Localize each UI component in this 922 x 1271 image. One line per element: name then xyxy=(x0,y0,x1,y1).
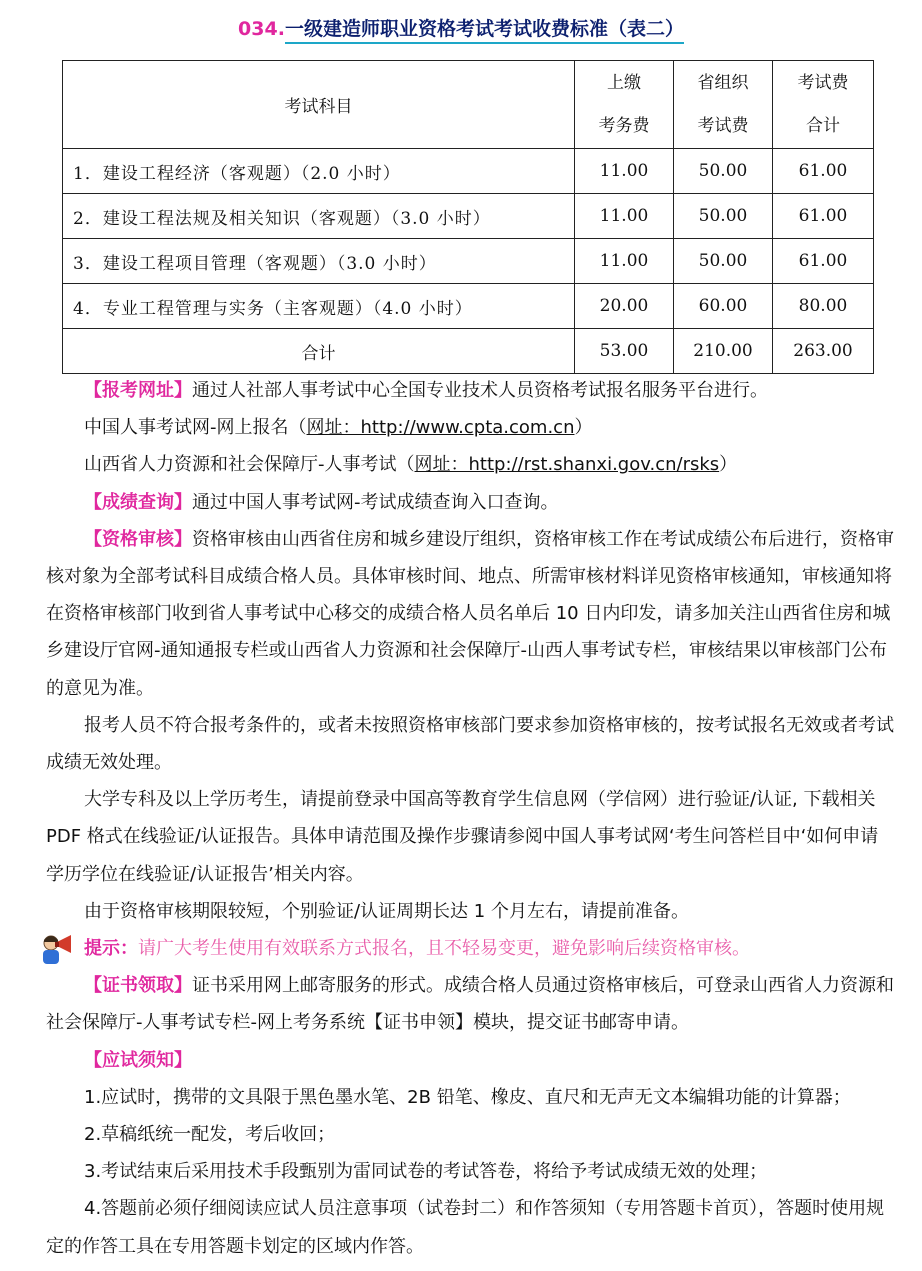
site1-url-link[interactable]: http://www.cpta.com.cn xyxy=(360,417,575,439)
notice-item: 3.考试结束后采用技术手段甄别为雷同试卷的考试答卷，将给予考试成绩无效的处理； xyxy=(84,1161,768,1183)
row-fee-c: 61.00 xyxy=(773,239,874,284)
row-subject: 3．建设工程项目管理（客观题）（3.0 小时） xyxy=(63,239,575,284)
header-col1-line1: 上缴 xyxy=(607,72,641,93)
register-label: 【报考网址】 xyxy=(84,380,192,401)
tip-text: 请广大考生使用有效联系方式报名，且不轻易变更，避免影响后续资格审核。 xyxy=(138,938,750,960)
content-body xyxy=(46,372,896,1265)
register-text: 通过人社部人事考试中心全国专业技术人员资格考试报名服务平台进行。 xyxy=(192,380,768,401)
total-fee-c: 263.00 xyxy=(773,329,874,374)
tip-label: 提示： xyxy=(84,938,138,960)
row-fee-a: 11.00 xyxy=(575,149,674,194)
row-fee-c: 61.00 xyxy=(773,149,874,194)
page-title xyxy=(0,14,922,41)
site2-suffix: ） xyxy=(719,454,738,476)
title-number: 034. xyxy=(238,18,285,40)
notice-label: 【应试须知】 xyxy=(84,1049,192,1071)
review-label: 【资格审核】 xyxy=(84,528,192,550)
header-col1-line2: 考务费 xyxy=(598,115,650,136)
row-fee-b: 60.00 xyxy=(674,284,773,329)
header-col3-line1: 考试费 xyxy=(797,72,849,93)
total-fee-a: 53.00 xyxy=(575,329,674,374)
header-col3 xyxy=(773,61,874,149)
score-label: 【成绩查询】 xyxy=(84,491,192,513)
header-col2-line1: 省组织 xyxy=(697,72,749,93)
table-row xyxy=(63,194,874,239)
header-col2-line2: 考试费 xyxy=(697,115,749,136)
cert-paragraph xyxy=(46,967,896,1041)
score-text: 通过中国人事考试网-考试成绩查询入口查询。 xyxy=(192,491,559,513)
review-paragraph xyxy=(46,521,896,707)
row-fee-a: 20.00 xyxy=(575,284,674,329)
row-subject: 4．专业工程管理与实务（主客观题）（4.0 小时） xyxy=(63,284,575,329)
cert-label: 【证书领取】 xyxy=(84,975,192,997)
cert-text: 证书采用网上邮寄服务的形式。成绩合格人员通过资格审核后，可登录山西省人力资源和社会保障厅-人事考试专栏-网上考务系统【证书申领】模块，提交证书邮寄申请。 xyxy=(46,975,894,1034)
register-site2 xyxy=(46,446,896,483)
site2-url-link[interactable]: http://rst.shanxi.gov.cn/rsks xyxy=(468,454,720,476)
site1-suffix: ） xyxy=(574,417,593,439)
table-header-row xyxy=(63,61,874,149)
table-total-row xyxy=(63,329,874,374)
title-text: 一级建造师职业资格考试考试收费标准（表二） xyxy=(285,18,684,44)
row-fee-a: 11.00 xyxy=(575,194,674,239)
table-row xyxy=(63,284,874,329)
header-subject: 考试科目 xyxy=(63,61,575,149)
register-paragraph xyxy=(46,372,896,409)
site1-url-label: 网址： xyxy=(306,417,361,439)
site1-prefix: 中国人事考试网-网上报名（ xyxy=(84,417,307,439)
site2-url-label: 网址： xyxy=(414,454,469,476)
notice-item: 4.答题前必须仔细阅读应试人员注意事项（试卷封二）和作答须知（专用答题卡首页），答题时使用规定的作答工具在专用答题卡划定的区域内作答。 xyxy=(46,1198,885,1257)
row-fee-b: 50.00 xyxy=(674,149,773,194)
table-row xyxy=(63,239,874,284)
table-row xyxy=(63,149,874,194)
total-label: 合计 xyxy=(63,329,575,374)
row-fee-b: 50.00 xyxy=(674,194,773,239)
notice-heading xyxy=(46,1042,896,1079)
row-fee-b: 50.00 xyxy=(674,239,773,284)
megaphone-person-icon xyxy=(38,932,76,968)
header-col3-line2: 合计 xyxy=(806,115,840,136)
review-paragraph-3: 大学专科及以上学历考生，请提前登录中国高等教育学生信息网（学信网）进行验证/认证, 下载相关 PDF 格式在线验证/认证报告。具体申请范围及操作步骤请参阅中国人事考试网‘考生问答栏目中‘如何申请学历学位在线验证/认证报告’相关内容。 xyxy=(46,789,879,885)
row-subject: 1．建设工程经济（客观题）（2.0 小时） xyxy=(63,149,575,194)
header-col1 xyxy=(575,61,674,149)
review-paragraph-2: 报考人员不符合报考条件的，或者未按照资格审核部门要求参加资格审核的，按考试报名无效或者考试成绩无效处理。 xyxy=(46,714,894,774)
site2-prefix: 山西省人力资源和社会保障厅-人事考试（ xyxy=(84,454,415,476)
row-fee-c: 80.00 xyxy=(773,284,874,329)
score-paragraph xyxy=(46,484,896,521)
header-col2 xyxy=(674,61,773,149)
row-fee-a: 11.00 xyxy=(575,239,674,284)
notice-item: 1.应试时，携带的文具限于黑色墨水笔、2B 铅笔、橡皮、直尺和无声无文本编辑功能的计算器； xyxy=(84,1086,851,1108)
review-text: 资格审核由山西省住房和城乡建设厅组织，资格审核工作在考试成绩公布后进行，资格审核对象为全部考试科目成绩合格人员。具体审核时间、地点、所需审核材料详见资格审核通知，审核通知将在资格审核部门收到省人事考试中心移交的成绩合格人员名单后 10 日内印发，请多加关注山西省住房和城乡建设厅官网-通知通报专栏或山西省人力资源和社会保障厅-山西人事考试专栏，审核结果以审核部门公布的意见为准。 xyxy=(46,528,894,699)
register-site1 xyxy=(46,409,896,446)
total-fee-b: 210.00 xyxy=(674,329,773,374)
row-fee-c: 61.00 xyxy=(773,194,874,239)
tip-paragraph xyxy=(46,930,896,967)
row-subject: 2．建设工程法规及相关知识（客观题）（3.0 小时） xyxy=(63,194,575,239)
review-paragraph-4: 由于资格审核期限较短，个别验证/认证周期长达 1 个月左右，请提前准备。 xyxy=(84,900,689,922)
notice-item: 2.草稿纸统一配发，考后收回； xyxy=(84,1124,336,1146)
fee-table xyxy=(62,60,874,374)
